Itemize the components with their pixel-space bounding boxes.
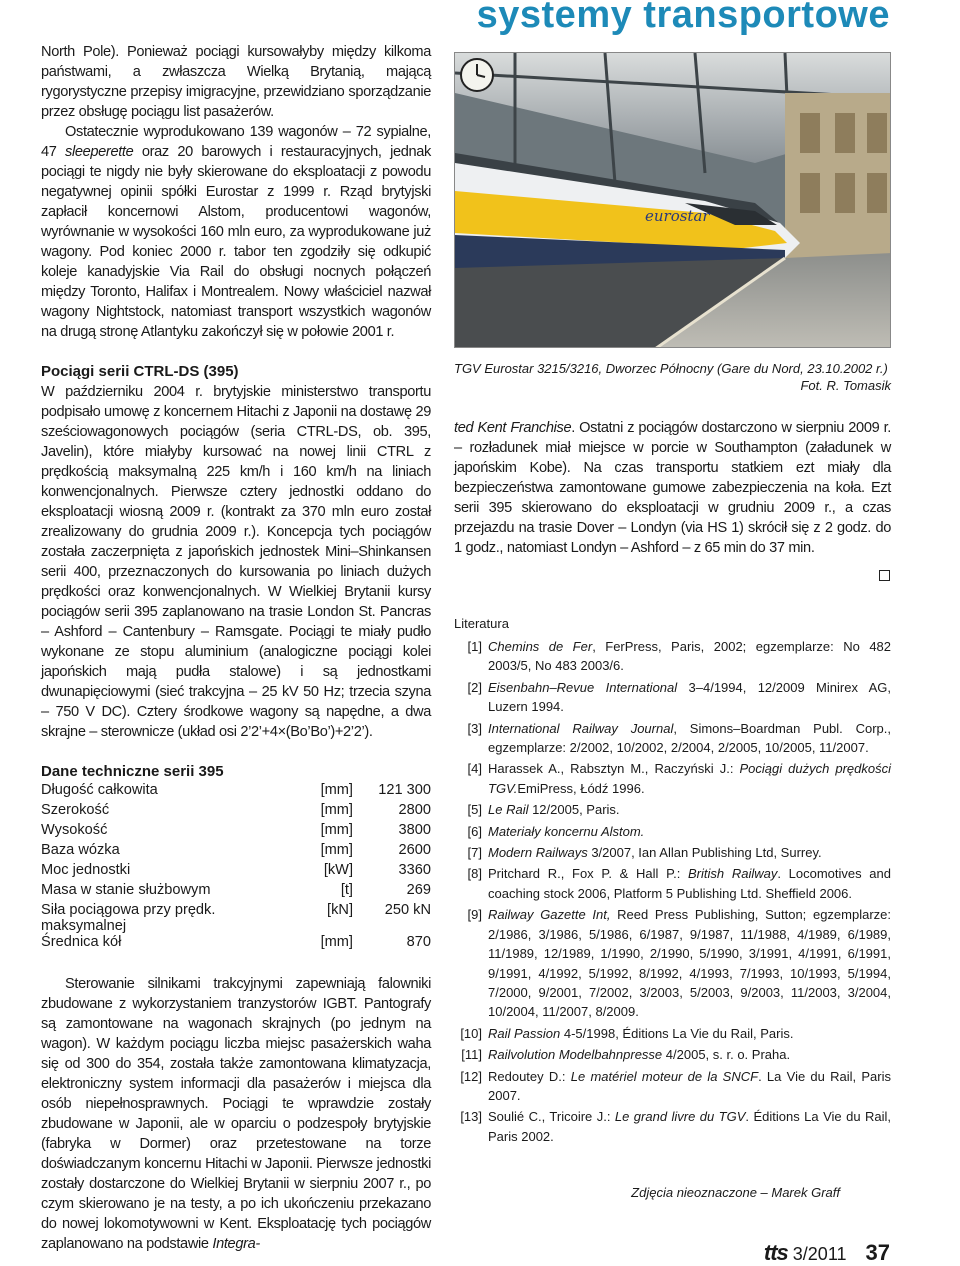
tech-table-row [41,882,431,902]
page-number: 37 [865,1240,890,1265]
tech-table-value: 870 [406,934,431,950]
tech-table-row [41,934,431,954]
literature-item: [13] Soulié C., Tricoire J.: Le grand livre du TGV. Éditions La Vie du Rail, Paris 2002. [460,1109,891,1144]
literature-item: [2] Eisenbahn–Revue International 3–4/1994, 12/2009 Minirex AG, Luzern 1994. [467,679,891,715]
section-header: systemy transportowe [476,0,890,36]
eurostar-train-illustration [455,53,891,348]
eurostar-label: eurostar [645,207,710,225]
tech-table-label: Moc jednostki [41,862,131,878]
tech-table-row [41,782,431,802]
tech-table-value: 269 [406,882,431,898]
tech-data-table [41,782,431,954]
literature-list [454,637,891,1146]
literature-item: [9] Railway Gazette Int, Reed Press Publishing, Sutton; egzemplarze: 2/1986, 3/1986, 5/1986, 6/1987, 9/1987, 11/1988, 4/1989, 6/1989, 11/1989, 12/1989, 1/1990, 2/1990, 5/1990, 3/1991, 4/1991, 6/1991, 9/1991, 4/1992, 5/1992, 8/1992, 4/1993, 7/1993, 10/1993, 5/1994, 7/2000, 9/2001, 7/2002, 3/2003, 5/2003, 9/2003, 11/2003, 3/2004, 10/2004, 11/2007, 8/2009. [467,907,892,1020]
tech-table-label: Wysokość [41,822,108,838]
tech-table-unit: [t] [340,882,353,898]
tech-table-value: 2800 [398,802,431,818]
literature-item: [7] Modern Railways 3/2007, Ian Allan Publishing Ltd, Surrey. [467,845,822,861]
page-footer [764,1240,890,1266]
literature-item: [12] Redoutey D.: Le matériel moteur de la SNCF. La Vie du Rail, Paris 2007. [460,1068,891,1103]
photo-credit: Fot. R. Tomasik [800,378,891,393]
paragraph-1: North Pole). Ponieważ pociągi kursowałyby między kilkoma państwami, a zwłaszcza Wielką Brytanią, mającą rygorystyczne przepisy imigracyjne, przewidziano sporządzanie przez obsługę pociągu list pasażerów. [41,44,431,120]
tech-table-title: Dane techniczne serii 395 [41,763,224,780]
tech-table-row [41,802,431,822]
tech-table-value: 3360 [398,862,431,878]
tech-table-unit: [mm] [320,934,353,950]
left-column [41,42,431,1254]
tech-table-label: Długość całkowita [41,782,158,798]
tech-table-value: 2600 [398,842,431,858]
literature-heading: Literatura [454,616,509,631]
issue-number: 3/2011 [792,1244,847,1264]
tech-table-label: Masa w stanie służbowym [41,882,211,898]
literature-item: [10] Rail Passion 4-5/1998, Éditions La Vie du Rail, Paris. [460,1025,794,1041]
tech-table-label: Baza wózka [41,842,120,858]
paragraph-2: Ostatecznie wyprodukowano 139 wagonów – 72 sypialne, 47 sleeperette oraz 20 barowych i restauracyjnych, jednak pociągi te nigdy nie były skierowane do eksploatacji z powodu negatywnej opinii spółki Eurostar z 1999 r. Rząd brytyjski zapłacił koncernowi Alstom, producentowi wagonów, wyrównanie w wysokości 160 mln euro, za wyprodukowane już wagony. Pod koniec 2000 r. tabor ten zgodziły się odkupić koleje kanadyjskie Via Rail do obsługi nocnych połączeń między Toronto, Halifax i Montrealem. Nowy właściciel nazwał wagony Nightstock, natomiast transport wszystkich wagonów na drugą stronę Atlantyku zakończył się w połowie 2001 r. [41,124,431,340]
paragraph-3: W październiku 2004 r. brytyjskie ministerstwo transportu podpisało umowę z koncernem Hitachi z Japonii na dostawę 29 sześciowagonowych pociągów (seria CTRL-DS, ob. 395, Javelin), które miałyby kursować na nowej linii CTRL z prędkością maksymalną 225 km/h i 160 km/h na liniach konwencjonalnych. Pierwsze cztery jednostki oddano do eksploatacji wiosną 2009 r. (kontrakt za 370 mln euro został zrealizowany do grudnia 2009 r.). Koncepcja tych pociągów została zaczerpnięta z japońskich jednostek Mini–Shinkansen serii 400, przeznaczonych do kursowania po liniach dużych prędkości oraz konwencjonalnych. W Wielkiej Brytanii kursy pociągów serii 395 zaplanowano na trasie London St. Pancras – Ashford – Cantenbury – Ramsgate. Pociągi te miały pudło wykonane ze stopu aluminium (analogiczne pociągi kolei japońskich mają pudła stalowe) i są jednostkami dwunapięciowymi (sieć trakcyjna – 25 kV 50 Hz; trzecia szyna – 750 V DC). Cztery środkowe wagony są napędne, a dwa skrajne – sterownicze (układ osi 2’2’+4×(Bo’Bo’)+2’2’). [41,384,431,740]
right-column [454,360,891,1148]
tech-table-unit: [mm] [320,782,353,798]
tech-table-unit: [mm] [320,802,353,818]
photos-credit: Zdjęcia nieoznaczone – Marek Graff [631,1185,840,1200]
end-mark-icon [879,570,890,581]
literature-item: [3] International Railway Journal, Simons–Boardman Publ. Corp., egzemplarze: 2/2002, 10/2002, 2/2004, 2/2005, 10/2005, 11/2007. [467,720,891,756]
literature-item: [8] Pritchard R., Fox P. & Hall P.: British Railway. Locomotives and coaching stock 2006, Platform 5 Publishing Ltd. Sheffield 2006. [467,866,891,901]
tech-table-value: 3800 [398,822,431,838]
magazine-logo: tts [763,1240,788,1265]
literature-item: [11] Railvolution Modelbahnpresse 4/2005, s. r. o. Praha. [461,1047,791,1063]
tech-table-row [41,822,431,842]
section-title-ctrl-ds: Pociągi serii CTRL-DS (395) [41,363,239,380]
tech-table-row [41,842,431,862]
tech-table-label: Średnica kół [41,934,122,950]
literature-item: [6] Materiały koncernu Alstom. [467,823,645,839]
literature-item: [5] Le Rail 12/2005, Paris. [467,802,620,818]
tech-table-value: 121 300 [378,782,431,798]
train-photo [454,52,891,348]
tech-table-unit: [mm] [320,842,353,858]
tech-table-value: 250 kN [384,902,431,918]
paragraph-right-1: ted Kent Franchise. Ostatni z pociągów dostarczono w sierpniu 2009 r. – rozładunek miał miejsce w porcie w Southampton (załadunek w japońskim Kobe). Na czas transportu statkiem ezt miały dla bezpieczeństwa zamontowane gumowe zabezpieczenia na koła. Ezt serii 395 skierowano do eksploatacji w grudniu 2009 r., a czas przejazdu na trasie Dover – Londyn (via HS 1) skrócił się z 2 godz. do 1 godz., natomiast Londyn – Ashford – z 65 min do 37 min. [454,420,891,556]
photo-caption: TGV Eurostar 3215/3216, Dworzec Północny (Gare du Nord, 23.10.2002 r.) [454,361,888,376]
tech-table-unit: [kN] [327,902,353,918]
tech-table-unit: [kW] [323,862,353,878]
tech-table-row [41,862,431,882]
tech-table-label: Siła pociągowa przy prędk. maksymalnej [41,902,216,934]
tech-table-unit: [mm] [320,822,353,838]
literature-item: [4] Harassek A., Rabsztyn M., Raczyński J.: Pociągi dużych prędkości TGV.EmiPress, Łódź 1996. [467,761,891,796]
tech-table-row [41,902,431,934]
paragraph-4: Sterowanie silnikami trakcyjnymi zapewniają falowniki zbudowane z wykorzystaniem tranzystorów IGBT. Pantografy są zamontowane na wagonach skrajnych (po jednym na wagon). W każdym pociągu liczba miejsc pasażerskich waha się od 300 do 354, została także zamontowana klimatyzacja, elektroniczny system informacji dla pasażerów i miejsca dla osób niepełnosprawnych. Pociągi te wprawdzie zostały zbudowane w Japonii, ale w oparciu o podzespoły brytyjskie (fabryka w Dormer) oraz przetestowane na torze doświadczanym koncernu Hitachi w Japonii. Pierwsze jednostki zostały dostarczone do Wielkiej Brytanii w sierpniu 2007 r., po czym skierowano je na testy, a po ich ukończeniu przekazano do nowej lokomotywowni w Kent. Eksploatację tych pociągów zaplanowano na podstawie Integra- [41,976,431,1252]
tech-table-label: Szerokość [41,802,110,818]
literature-item: [1] Chemins de Fer, FerPress, Paris, 2002; egzemplarze: No 482 2003/5, No 483 2003/6. [467,639,892,674]
